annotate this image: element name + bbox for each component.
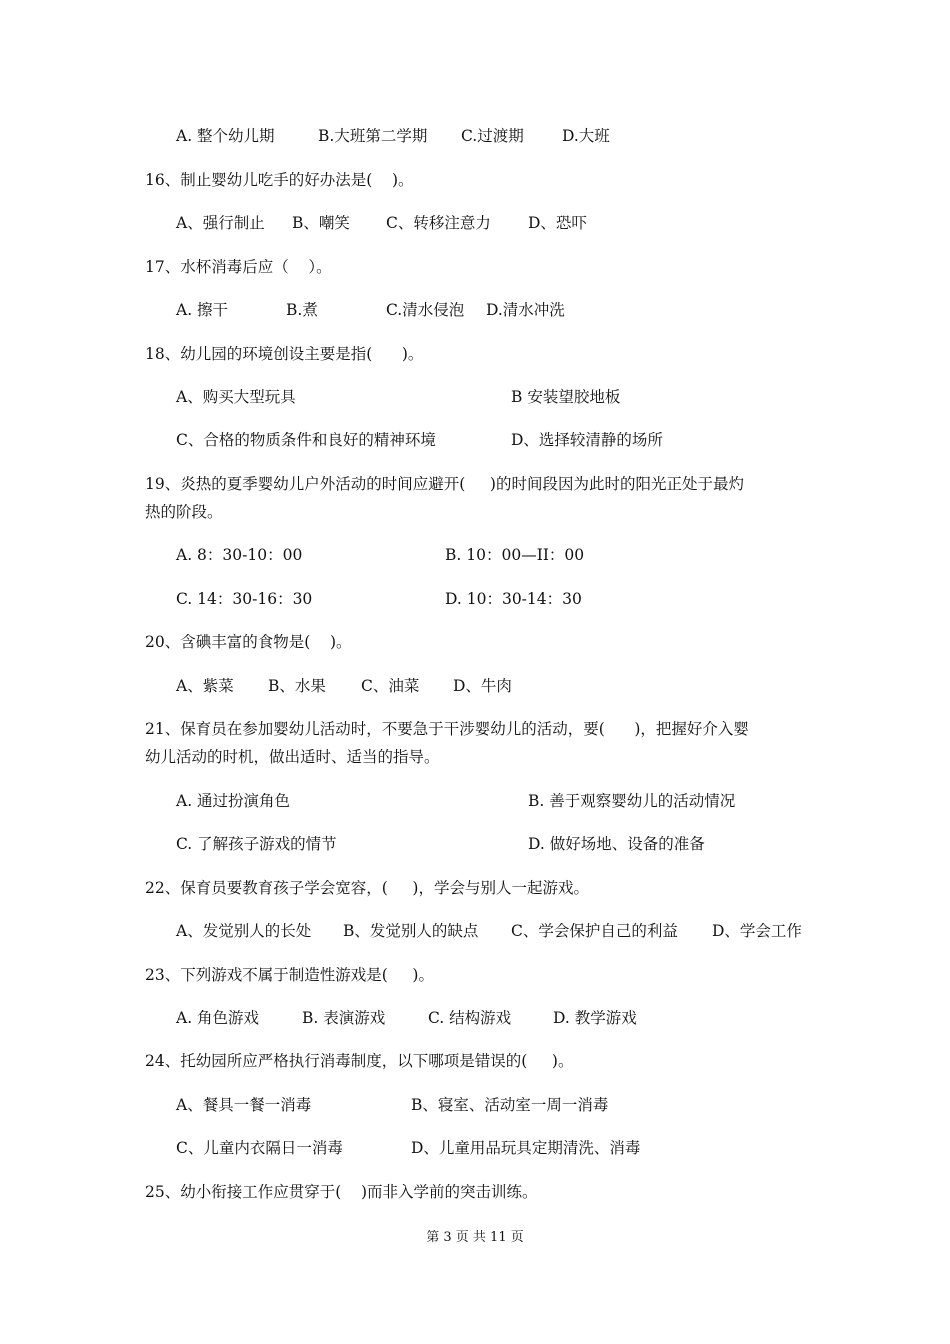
q23-option-a: A. 角色游戏 <box>176 1009 260 1027</box>
q17-stem: 17、水杯消毒后应（ ）。 <box>145 258 332 276</box>
q21-option-b: B. 善于观察婴幼儿的活动情况 <box>528 792 736 810</box>
q23-option-c: C. 结构游戏 <box>428 1009 512 1027</box>
q15-option-d: D.大班 <box>562 127 610 145</box>
q24-option-d: D、儿童用品玩具定期清洗、消毒 <box>411 1139 641 1157</box>
q24-option-c: C、儿童内衣隔日一消毒 <box>176 1139 343 1157</box>
q21-option-d: D. 做好场地、设备的准备 <box>528 835 705 853</box>
q24-stem: 24、托幼园所应严格执行消毒制度，以下哪项是错误的( )。 <box>145 1052 574 1070</box>
q18-option-d: D、选择较清静的场所 <box>511 431 663 449</box>
q20-stem: 20、含碘丰富的食物是( )。 <box>145 633 352 651</box>
q23-option-b: B. 表演游戏 <box>302 1009 386 1027</box>
q17-option-b: B.煮 <box>286 301 318 319</box>
q17-option-d: D.清水冲洗 <box>486 301 565 319</box>
q18-option-c: C、合格的物质条件和良好的精神环境 <box>176 431 436 449</box>
q21-option-c: C. 了解孩子游戏的情节 <box>176 835 337 853</box>
q19-option-d: D. 10：30-14：30 <box>445 590 582 608</box>
q20-option-d: D、牛肉 <box>453 677 512 695</box>
q20-option-b: B、水果 <box>268 677 326 695</box>
q24-option-b: B、寝室、活动室一周一消毒 <box>411 1096 609 1114</box>
q25-stem: 25、幼小衔接工作应贯穿于( )而非入学前的突击训练。 <box>145 1183 538 1201</box>
q16-option-c: C、转移注意力 <box>386 214 491 232</box>
q22-option-a: A、发觉别人的长处 <box>176 922 312 940</box>
q17-option-a: A. 擦干 <box>176 301 229 319</box>
q18-option-a: A、购买大型玩具 <box>176 388 296 406</box>
q23-stem: 23、下列游戏不属于制造性游戏是( )。 <box>145 966 434 984</box>
q15-option-b: B.大班第二学期 <box>318 127 428 145</box>
q22-option-b: B、发觉别人的缺点 <box>343 922 479 940</box>
q21-option-a: A. 通过扮演角色 <box>176 792 291 810</box>
q19-option-b: B. 10：00—II：00 <box>445 546 585 564</box>
q16-stem: 16、制止婴幼儿吃手的好办法是( )。 <box>145 171 414 189</box>
q19-option-a: A. 8：30-10：00 <box>176 546 303 564</box>
q23-option-d: D. 教学游戏 <box>553 1009 637 1027</box>
q21-stem-line1: 21、保育员在参加婴幼儿活动时，不要急于干涉婴幼儿的活动，要( )，把握好介入婴 <box>145 720 749 738</box>
q19-stem-line2: 热的阶段。 <box>145 503 223 521</box>
q18-option-b: B 安装望胶地板 <box>511 388 621 406</box>
q15-option-c: C.过渡期 <box>461 127 524 145</box>
q16-option-d: D、恐吓 <box>528 214 587 232</box>
q20-option-a: A、紫菜 <box>176 677 234 695</box>
q21-stem-line2: 幼儿活动的时机，做出适时、适当的指导。 <box>145 748 440 766</box>
q15-option-a: A. 整个幼儿期 <box>176 127 275 145</box>
q24-option-a: A、餐具一餐一消毒 <box>176 1096 312 1114</box>
q16-option-b: B、嘲笑 <box>292 214 350 232</box>
q18-stem: 18、幼儿园的环境创设主要是指( )。 <box>145 345 424 363</box>
q19-option-c: C. 14：30-16：30 <box>176 590 313 608</box>
q22-option-d: D、学会工作 <box>712 922 802 940</box>
q16-option-a: A、强行制止 <box>176 214 265 232</box>
q19-stem-line1: 19、炎热的夏季婴幼儿户外活动的时间应避开( )的时间段因为此时的阳光正处于最灼 <box>145 475 744 493</box>
page-number-footer: 第 3 页 共 11 页 <box>426 1230 524 1245</box>
q22-stem: 22、保育员要教育孩子学会宽容，( )，学会与别人一起游戏。 <box>145 879 589 897</box>
q22-option-c: C、学会保护自己的利益 <box>511 922 678 940</box>
q17-option-c: C.清水侵泡 <box>386 301 465 319</box>
q20-option-c: C、油菜 <box>361 677 420 695</box>
